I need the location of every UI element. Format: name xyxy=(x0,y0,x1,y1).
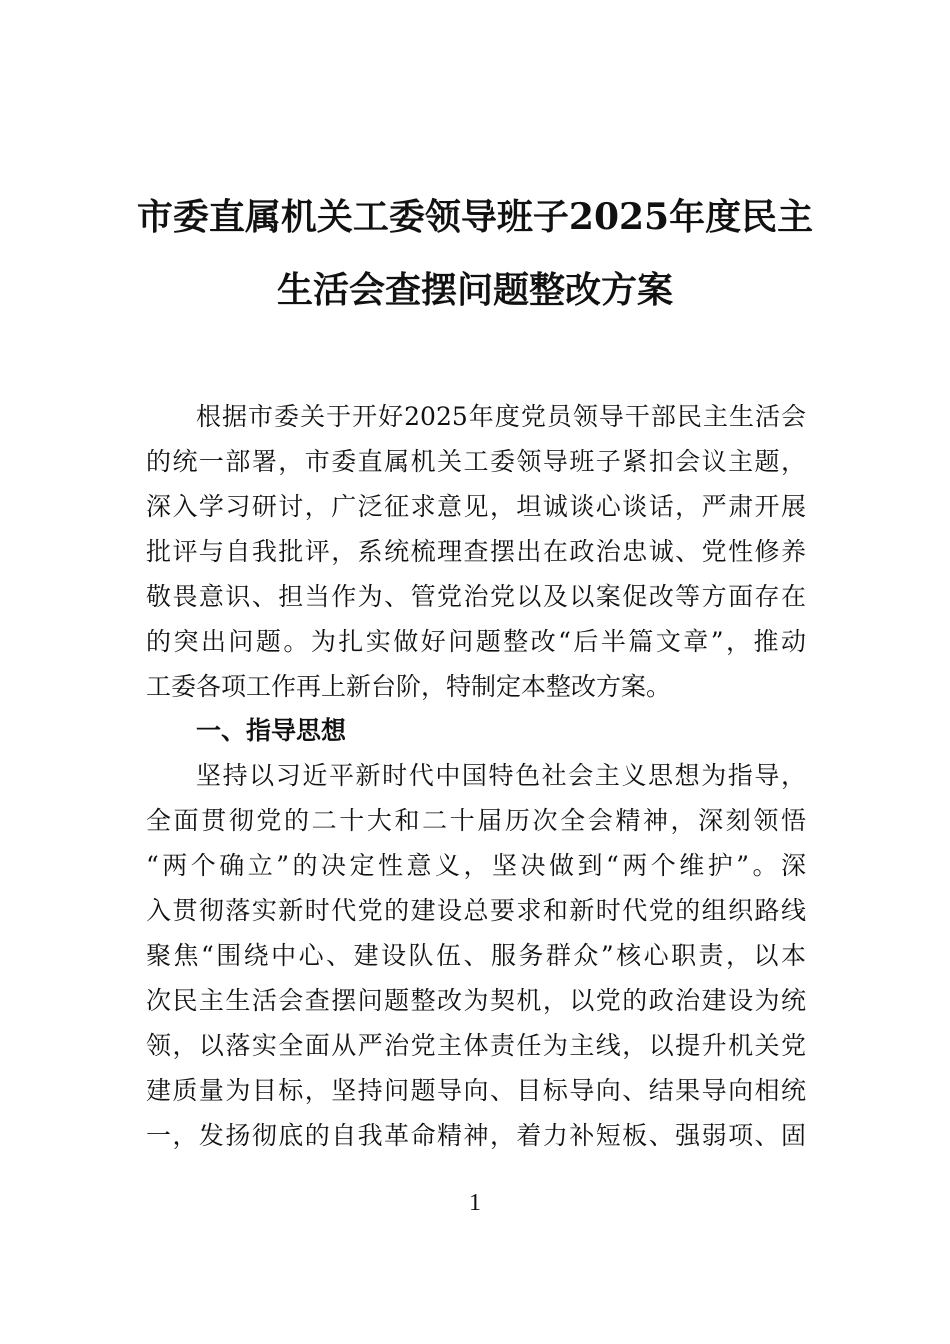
section-heading-guiding-ideology: 一、指导思想 xyxy=(196,716,347,745)
paragraph-line: 入贯彻落实新时代党的建设总要求和新时代党的组织路线 xyxy=(146,896,806,925)
paragraph-line: 的统一部署，市委直属机关工委领导班子紧扣会议主题， xyxy=(146,447,806,476)
paragraph-line: 全面贯彻党的二十大和二十届历次全会精神，深刻领悟 xyxy=(146,806,806,835)
paragraph-line: 批评与自我批评，系统梳理查摆出在政治忠诚、党性修养 xyxy=(146,537,806,566)
document-title-line-2: 生活会查摆问题整改方案 xyxy=(276,269,673,311)
page-number: 1 xyxy=(469,1190,481,1216)
paragraph-line: 次民主生活会查摆问题整改为契机，以党的政治建设为统 xyxy=(146,986,806,1015)
paragraph-line: 工委各项工作再上新台阶，特制定本整改方案。 xyxy=(146,672,672,701)
document-title-line-1: 市委直属机关工委领导班子2025年度民主 xyxy=(136,196,814,238)
paragraph-line: 一，发扬彻底的自我革命精神，着力补短板、强弱项、固 xyxy=(146,1121,806,1150)
paragraph-line: 敬畏意识、担当作为、管党治党以及以案促改等方面存在 xyxy=(146,582,806,611)
paragraph-line: 坚持以习近平新时代中国特色社会主义思想为指导， xyxy=(196,761,806,790)
paragraph-line: 深入学习研讨，广泛征求意见，坦诚谈心谈话，严肃开展 xyxy=(146,492,806,521)
paragraph-line: 建质量为目标，坚持问题导向、目标导向、结果导向相统 xyxy=(146,1076,806,1105)
paragraph-line: 的突出问题。为扎实做好问题整改“后半篇文章”，推动 xyxy=(146,627,806,656)
paragraph-line: 领，以落实全面从严治党主体责任为主线，以提升机关党 xyxy=(146,1031,806,1060)
paragraph-line: 根据市委关于开好2025年度党员领导干部民主生活会 xyxy=(196,402,806,431)
paragraph-line: 聚焦“围绕中心、建设队伍、服务群众”核心职责，以本 xyxy=(146,941,806,970)
paragraph-line: “两个确立”的决定性意义，坚决做到“两个维护”。深 xyxy=(146,851,806,880)
